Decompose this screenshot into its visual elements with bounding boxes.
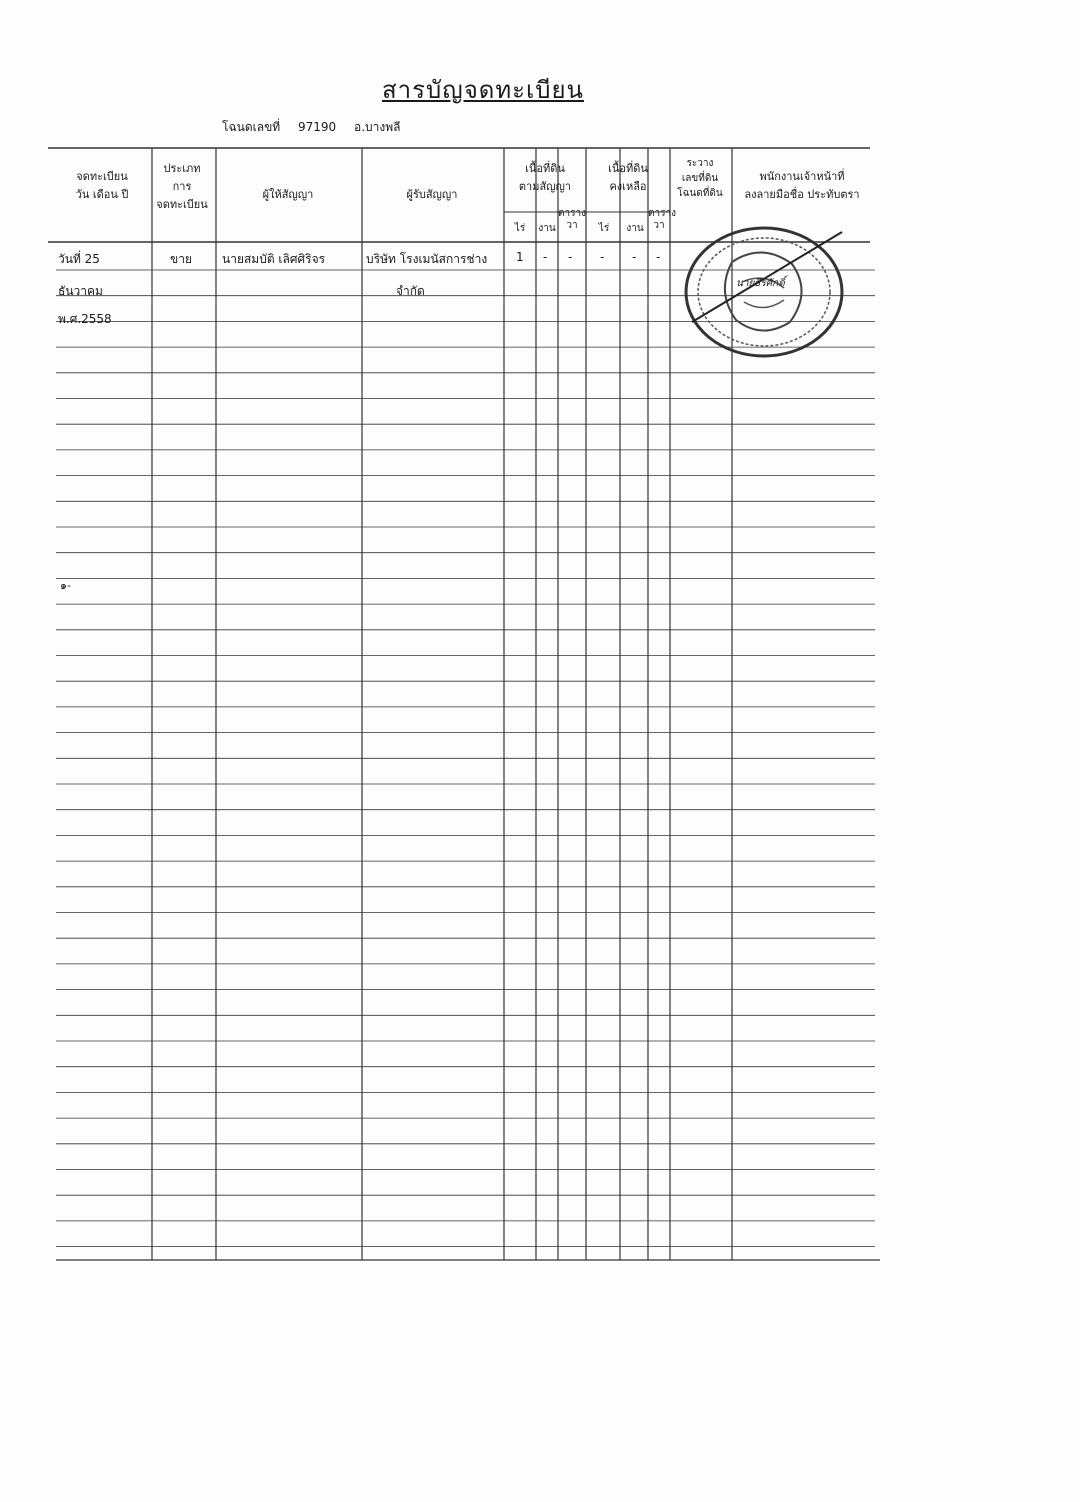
- entry-rai: 1: [516, 250, 524, 264]
- deed-number: 97190: [298, 120, 337, 134]
- official-seal: [672, 222, 850, 362]
- unit-wa-2: ตารางวา: [648, 208, 676, 231]
- col-type-line1: ประเภท: [163, 162, 201, 175]
- unit-rai-2: ไร่: [598, 223, 610, 234]
- unit-wa-1: ตารางวา: [558, 208, 586, 231]
- unit-ngan-2: งาน: [626, 223, 644, 234]
- document-title: สารบัญจดทะเบียน: [382, 76, 584, 104]
- entry-rem-wa: -: [656, 250, 661, 264]
- entry-month: ธันวาคม: [58, 284, 103, 298]
- area-remaining-line2: คงเหลือ: [609, 180, 647, 193]
- entry-type: ขาย: [170, 252, 192, 266]
- col-area-remaining-header: [586, 160, 670, 196]
- officer-line1: พนักงานเจ้าหน้าที่: [759, 170, 845, 183]
- entry-grantee-line2: จำกัด: [396, 284, 425, 298]
- parcel-line1: ระวาง: [686, 158, 714, 169]
- col-date-line2: วัน เดือน ปี: [75, 188, 129, 201]
- col-type-header: [150, 160, 214, 214]
- col-grantor-header: ผู้ให้สัญญา: [262, 188, 314, 201]
- col-officer-header: [732, 168, 872, 204]
- parcel-line3: โฉนดที่ดิน: [677, 188, 723, 199]
- unit-rai-1: ไร่: [514, 223, 526, 234]
- entry-rem-ngan: -: [632, 250, 637, 264]
- parcel-line2: เลขที่ดิน: [681, 173, 719, 184]
- col-area-contract-header: [504, 160, 586, 196]
- unit-ngan-1: งาน: [538, 223, 556, 234]
- officer-line2: ลงลายมือชื่อ ประทับตรา: [744, 188, 860, 201]
- officer-signature: นายธีรศักดิ์: [736, 278, 785, 289]
- area-contract-line1: เนื้อที่ดิน: [525, 162, 565, 175]
- entry-ngan: -: [543, 250, 548, 264]
- deed-label: โฉนดเลขที่: [222, 120, 281, 134]
- col-type-line2: การ: [172, 180, 192, 193]
- entry-rem-rai: -: [600, 250, 605, 264]
- col-type-line3: จดทะเบียน: [156, 198, 208, 211]
- col-date-line1: จดทะเบียน: [76, 170, 128, 183]
- district: อ.บางพลี: [354, 120, 401, 134]
- col-date-header: [60, 168, 144, 204]
- entry-wa: -: [568, 250, 573, 264]
- entry-year: พ.ศ.2558: [58, 312, 112, 326]
- area-contract-line2: ตามสัญญา: [518, 180, 572, 193]
- col-parcel-header: [670, 156, 730, 201]
- area-remaining-line1: เนื้อที่ดิน: [608, 162, 648, 175]
- col-grantee-header: ผู้รับสัญญา: [406, 188, 458, 201]
- entry-day: วันที่ 25: [58, 252, 100, 266]
- entry-grantee-line1: บริษัท โรงเมนัสการช่าง: [366, 252, 488, 266]
- margin-mark: ๑-: [60, 579, 71, 592]
- entry-grantor: นายสมบัติ เลิศศิริจร: [222, 252, 326, 266]
